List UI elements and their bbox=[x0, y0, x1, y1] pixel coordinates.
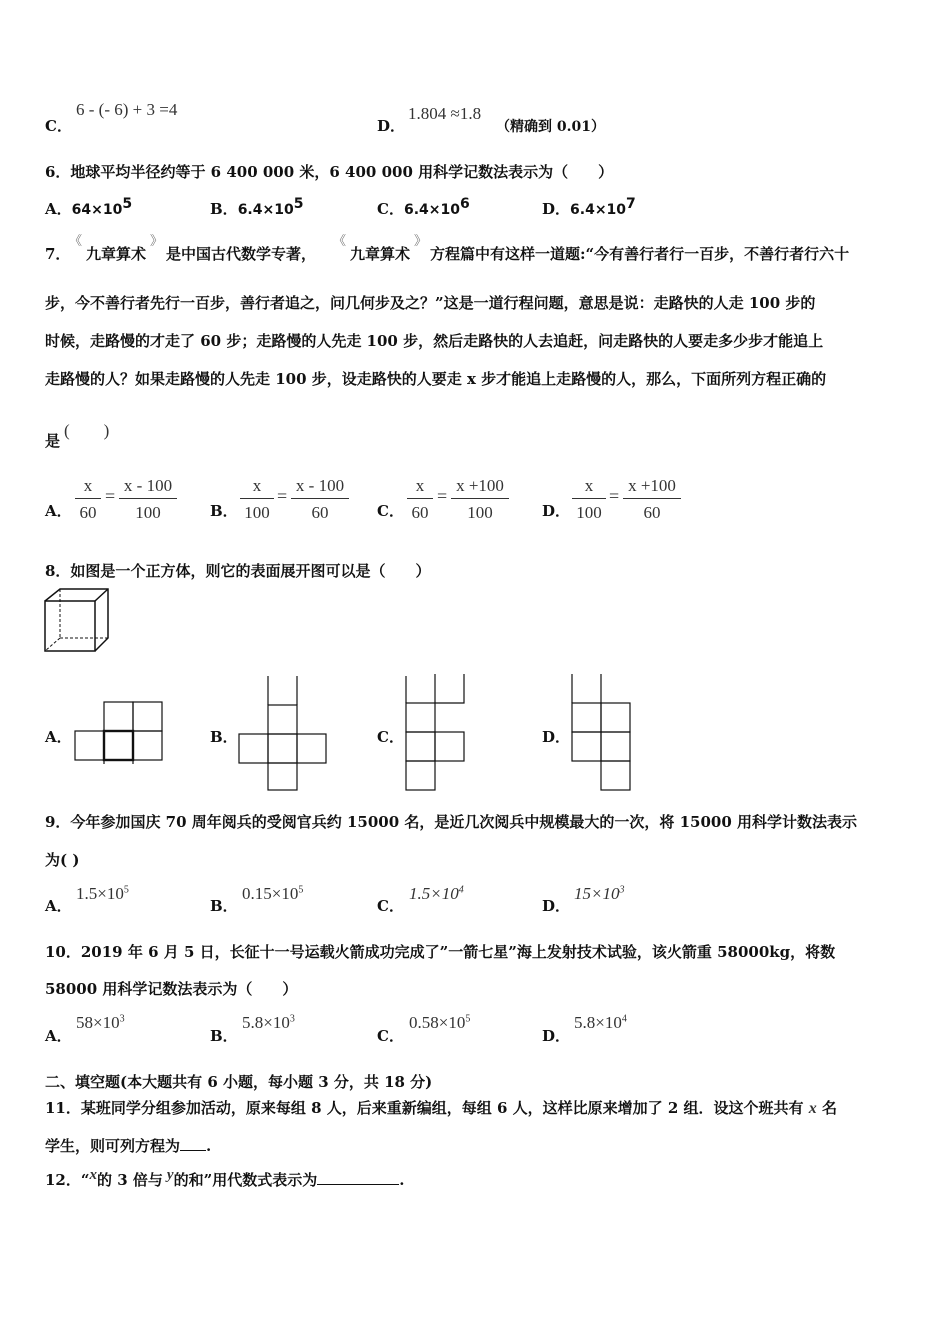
q7-option-c-label: C． bbox=[377, 502, 404, 520]
q8-option-a-label: A． bbox=[45, 728, 72, 746]
q10-option-d-base: 5.8×10 bbox=[574, 1013, 622, 1032]
q7-line-3: 时候，走路慢的才走了 60 步；走路慢的人先走 100 步，然后走路快的人去追赶，问走路快的人要走多少步才能追上 bbox=[45, 332, 824, 350]
q7-option-d-left-fraction bbox=[572, 476, 606, 523]
q9-option-a-value bbox=[76, 884, 129, 904]
q6-option-a-base: 64×10 bbox=[71, 202, 123, 218]
q7-option-b-left-fraction bbox=[240, 476, 274, 523]
q8-option-d-net bbox=[569, 672, 633, 794]
q7-option-c-left-fraction bbox=[407, 476, 433, 523]
q7-book-2: 九章算术 bbox=[350, 245, 411, 263]
q7-option-a-right-den: 100 bbox=[135, 503, 161, 522]
q10-option-b-label: B． bbox=[210, 1027, 238, 1045]
q7-option-a-equals: = bbox=[105, 486, 116, 506]
q6-option-d-label: D． bbox=[542, 200, 571, 218]
q7-option-d-left-num: x bbox=[572, 476, 606, 499]
q10-option-a-base: 58×10 bbox=[76, 1013, 120, 1032]
q7-option-c-right-num: x +100 bbox=[451, 476, 509, 499]
q8-option-c-net bbox=[403, 672, 469, 792]
q7-option-d-right-den: 60 bbox=[643, 503, 661, 522]
q7-option-a-left-num: x bbox=[75, 476, 101, 499]
q7-number: 7． bbox=[45, 245, 71, 263]
q9-line-1: 9．今年参加国庆 70 周年阅兵的受阅官兵约 15000 名，是近几次阅兵中规模最大的一次，将 15000 用科学计数法表示 bbox=[45, 813, 858, 831]
q6-option-c-label: C． bbox=[377, 200, 404, 218]
q11-line-2-end: . bbox=[206, 1137, 212, 1155]
q9-option-a-label: A． bbox=[45, 897, 72, 915]
q7-option-b-right-fraction bbox=[291, 476, 349, 523]
cube-figure bbox=[40, 586, 114, 654]
q11-line-2-text: 学生，则可列方程为 bbox=[45, 1137, 181, 1155]
q7-line-2: 步，今不善行者先行一百步，善行者追之，问几何步及之？”这是一道行程问题，意思是说：走路快的人走 100 步的 bbox=[45, 294, 816, 312]
q10-option-a-exp: 3 bbox=[119, 1013, 125, 1025]
q8-stem: 8．如图是一个正方体，则它的表面展开图可以是（ ） bbox=[45, 562, 431, 580]
q9-option-c-exp: 4 bbox=[458, 884, 464, 896]
q9-line-2: 为( ) bbox=[45, 851, 80, 869]
q9-option-c-base: 1.5×10 bbox=[409, 884, 459, 903]
q12-suffix: . bbox=[399, 1171, 405, 1189]
q10-option-b-exp: 3 bbox=[289, 1013, 295, 1025]
q9-option-d-base: 15×10 bbox=[574, 884, 620, 903]
q5-option-c-math: 6 - (- 6) + 3 =4 bbox=[76, 100, 178, 119]
q7-line-1-rest: 方程篇中有这样一道题:“今有善行者行一百步，不善行者行六十 bbox=[430, 245, 850, 263]
q10-option-c-exp: 5 bbox=[465, 1013, 471, 1025]
q9-option-c-label: C． bbox=[377, 897, 404, 915]
q6-option-c-exp: 6 bbox=[459, 196, 470, 212]
q6-option-c-base: 6.4×10 bbox=[403, 202, 460, 218]
q8-option-c-label: C． bbox=[377, 728, 404, 746]
q7-option-c-left-den: 60 bbox=[411, 503, 429, 522]
q11-answer-blank[interactable] bbox=[180, 1150, 206, 1151]
q6-option-c bbox=[377, 196, 470, 219]
q10-option-c-value bbox=[409, 1013, 470, 1033]
q7-option-c-right-den: 100 bbox=[467, 503, 493, 522]
q7-option-b-equals: = bbox=[277, 486, 288, 506]
q11-line-1-text: 11．某班同学分组参加活动，原来每组 8 人，后来重新编组，每组 6 人，这样比原来增加了 2 组．设这个班共有 bbox=[45, 1099, 804, 1117]
q9-option-b-exp: 5 bbox=[298, 884, 304, 896]
q7-book-close-1: 》 bbox=[150, 234, 164, 249]
q7-mid-text: 是中国古代数学专著， bbox=[166, 245, 317, 263]
q9-option-a-base: 1.5×10 bbox=[76, 884, 124, 903]
q12-answer-blank[interactable] bbox=[317, 1184, 399, 1185]
q7-book-open-1: 《 bbox=[69, 234, 83, 249]
q8-option-a-net bbox=[72, 700, 167, 764]
q12-mid-2: 的和”用代数式表示为 bbox=[173, 1171, 318, 1189]
q10-option-d-value bbox=[574, 1013, 627, 1033]
q6-option-a bbox=[45, 196, 132, 219]
q7-option-c-equals: = bbox=[437, 486, 448, 506]
q7-option-a-label: A． bbox=[45, 502, 72, 520]
q5-option-d-note: （精确到 0.01） bbox=[496, 119, 605, 135]
q7-option-b-left-num: x bbox=[240, 476, 274, 499]
q11-line-1-end: 名 bbox=[822, 1099, 838, 1117]
q8-option-b-label: B． bbox=[210, 728, 238, 746]
q7-option-d-label: D． bbox=[542, 502, 571, 520]
q9-option-a-exp: 5 bbox=[123, 884, 129, 896]
q6-option-d-base: 6.4×10 bbox=[570, 202, 627, 218]
q7-option-d-left-den: 100 bbox=[576, 503, 602, 522]
q6-option-a-exp: 5 bbox=[122, 196, 133, 212]
q8-option-d-label: D． bbox=[542, 728, 571, 746]
q7-option-d-right-fraction bbox=[623, 476, 681, 523]
q7-option-a-right-fraction bbox=[119, 476, 177, 523]
q7-line-4: 走路慢的人？如果走路慢的人先走 100 步，设走路快的人要走 x 步才能追上走路慢的人，那么，下面所列方程正确的 bbox=[45, 370, 827, 388]
q7-option-b-left-den: 100 bbox=[244, 503, 270, 522]
q10-option-b-base: 5.8×10 bbox=[242, 1013, 290, 1032]
q6-option-b bbox=[210, 196, 303, 219]
q7-option-b-label: B． bbox=[210, 502, 238, 520]
q7-option-a-left-fraction bbox=[75, 476, 101, 523]
q7-option-d-equals: = bbox=[609, 486, 620, 506]
q11-variable-x: x bbox=[808, 1100, 817, 1117]
q12-prefix: 12．“ bbox=[45, 1171, 90, 1189]
q6-option-d-exp: 7 bbox=[626, 196, 636, 212]
q10-option-c-base: 0.58×10 bbox=[409, 1013, 466, 1032]
q8-option-b-net bbox=[237, 674, 329, 792]
q7-option-b-right-num: x - 100 bbox=[291, 476, 349, 499]
q7-book-1: 九章算术 bbox=[86, 245, 147, 263]
q6-option-b-exp: 5 bbox=[293, 196, 304, 212]
q7-option-d-right-num: x +100 bbox=[623, 476, 681, 499]
q9-option-d-label: D． bbox=[542, 897, 571, 915]
q9-option-b-label: B． bbox=[210, 897, 238, 915]
section-2-heading: 二、填空题(本大题共有 6 小题，每小题 3 分，共 18 分) bbox=[45, 1073, 433, 1091]
q6-stem: 6．地球平均半径约等于 6 400 000 米，6 400 000 用科学记数法表示为（ ） bbox=[45, 163, 614, 181]
q11-line-1 bbox=[45, 1097, 837, 1118]
q7-book-open-2: 《 bbox=[333, 234, 347, 249]
q10-option-b-value bbox=[242, 1013, 295, 1033]
q12-mid-1: 的 3 倍与 bbox=[97, 1171, 163, 1189]
q5-option-c-label: C． bbox=[45, 117, 72, 135]
q5-option-d-math: 1.804 ≈1.8 bbox=[408, 104, 482, 123]
q6-option-d bbox=[542, 196, 636, 219]
q7-option-c-left-num: x bbox=[407, 476, 433, 499]
q10-line-2: 58000 用科学记数法表示为（ ） bbox=[45, 980, 298, 998]
q10-line-1: 10．2019 年 6 月 5 日，长征十一号运载火箭成功完成了”一箭七星”海上发射技术试验，该火箭重 58000kg，将数 bbox=[45, 943, 836, 961]
q7-book-close-2: 》 bbox=[414, 234, 428, 249]
q9-option-c-value bbox=[409, 884, 464, 904]
q10-option-d-label: D． bbox=[542, 1027, 571, 1045]
q7-line-5: 是 bbox=[45, 432, 61, 450]
q9-option-b-value bbox=[242, 884, 303, 904]
q7-option-a-right-num: x - 100 bbox=[119, 476, 177, 499]
q6-option-b-label: B． bbox=[210, 200, 238, 218]
q10-option-a-value bbox=[76, 1013, 125, 1033]
q6-option-b-base: 6.4×10 bbox=[237, 202, 294, 218]
q10-option-a-label: A． bbox=[45, 1027, 72, 1045]
q12-variable-x: x bbox=[89, 1167, 98, 1183]
q12-variable-y: y bbox=[166, 1167, 174, 1183]
q9-option-b-base: 0.15×10 bbox=[242, 884, 299, 903]
q9-option-d-value bbox=[574, 884, 624, 904]
q11-line-2 bbox=[45, 1135, 211, 1156]
q7-option-b-right-den: 60 bbox=[311, 503, 329, 522]
q12-line bbox=[45, 1169, 404, 1190]
q6-option-a-label: A． bbox=[45, 200, 72, 218]
q10-option-c-label: C． bbox=[377, 1027, 404, 1045]
q9-option-d-exp: 3 bbox=[619, 884, 625, 896]
q7-answer-paren: ( ) bbox=[64, 421, 110, 440]
q7-option-c-right-fraction bbox=[451, 476, 509, 523]
q7-option-a-left-den: 60 bbox=[79, 503, 97, 522]
q10-option-d-exp: 4 bbox=[621, 1013, 627, 1025]
q5-option-d-label: D． bbox=[377, 117, 406, 135]
